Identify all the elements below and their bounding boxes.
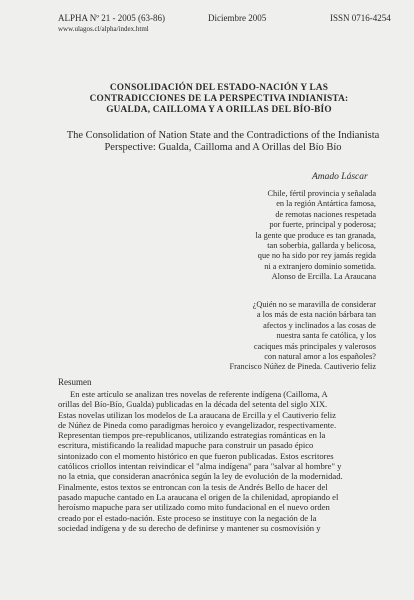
abstract-line: sintonizado con el momento histórico en que fueron publicadas. Estos escritores: [58, 450, 334, 461]
abstract-line: no la etnia, que consideran anacrónica según la ley de evolución de la modernidad.: [58, 471, 343, 482]
epigraph-pineda: [216, 300, 376, 373]
issn: ISSN 0716-4254: [330, 13, 391, 23]
title-line: CONSOLIDACIÓN DEL ESTADO-NACIÓN Y LAS: [109, 83, 329, 93]
abstract-line: Representan tiempos pre-republicanos, utilizando estrategias románticas en la: [58, 430, 326, 441]
epigraph-line: de remotas naciones respetada: [275, 209, 376, 219]
title-line: CONTRADICCIONES DE LA PERSPECTIVA INDIANISTA:: [89, 94, 349, 104]
epigraph-ercilla: [226, 189, 376, 283]
epigraph-line: en la región Antártica famosa,: [276, 199, 376, 209]
running-header: [58, 13, 391, 35]
epigraph-line: a los más de esta nación bárbara tan: [256, 310, 376, 320]
epigraph-line: que no ha sido por rey jamás regida: [257, 251, 376, 261]
title-line: GUALDA, CAILLOMA Y A ORILLAS DEL BÍO-BÍO: [106, 105, 332, 115]
journal-url: www.ulagos.cl/alpha/index.html: [58, 25, 149, 33]
epigraph-line: ni a extranjero dominio sometida.: [264, 261, 376, 271]
article-title: [60, 83, 378, 116]
epigraph-line: Chile, fértil provincia y señalada: [267, 189, 376, 198]
english-title: [58, 130, 388, 154]
abstract-line: heroísmo mapuche para ser utilizado como mito fundacional en el nuevo orden: [58, 502, 330, 513]
abstract-line: de Núñez de Pineda como paradigmas heroico y evangelizador, respectivamente.: [58, 419, 337, 430]
abstract-line: En este artículo se analizan tres novelas de referente indígena (Cailloma, A: [70, 389, 328, 399]
journal-citation: ALPHA Nº 21 - 2005 (63-86): [58, 13, 166, 23]
epigraph-line: la gente que produce es tan granada,: [255, 230, 376, 240]
epigraph-line: con natural amor a los españoles?: [264, 352, 376, 362]
english-title-line: Perspective: Gualda, Cailloma and A Orillas del Bío Bío: [104, 142, 342, 153]
abstract-line: sociedad indígena y de su derecho de definirse y mantener su cosmovisión y: [58, 522, 321, 533]
abstract-line: Estas novelas utilizan los modelos de La araucana de Ercilla y el Cautiverio feliz: [58, 409, 337, 420]
epigraph-line: tan soberbia, gallarda y belicosa,: [267, 241, 376, 251]
abstract-heading: Resumen: [58, 377, 92, 387]
epigraph-line: por fuerte, principal y poderosa;: [269, 220, 376, 230]
epigraph-line: ¿Quién no se maravilla de considerar: [252, 300, 376, 309]
abstract-line: católicos criollos intentan reivindicar el "alma indígena" para "salvar al hombre" y: [58, 461, 342, 472]
author-name: Amado Láscar: [312, 172, 368, 182]
issue-date: Diciembre 2005: [208, 13, 267, 23]
epigraph-line: nuestra santa fe católica, y los: [276, 331, 376, 341]
abstract-line: creado por el estado-nación. Este proceso se instituye con la negación de la: [58, 512, 317, 523]
epigraph-attribution: Francisco Núñez de Pineda. Cautiverio feliz: [229, 362, 376, 372]
abstract-body: [58, 389, 378, 533]
epigraph-attribution: Alonso de Ercilla. La Araucana: [271, 272, 376, 282]
epigraph-line: afectos y inclinados a las cosas de: [263, 320, 376, 330]
abstract-line: orillas del Bío-Bío, Gualda) publicadas en la década del setenta del siglo XIX.: [58, 399, 328, 410]
epigraph-line: caciques más principales y valerosos: [253, 341, 376, 351]
abstract-line: Finalmente, estos textos se entroncan con la tesis de Andrés Bello de hacer del: [58, 481, 328, 492]
abstract-line: pasado mapuche cantado en La araucana el origen de la chilenidad, apropiando el: [58, 491, 339, 502]
english-title-line: The Consolidation of Nation State and the Contradictions of the Indianista: [66, 130, 380, 141]
abstract-line: escritura, mistificando la realidad mapuche para construir un pasado épico: [58, 440, 314, 451]
